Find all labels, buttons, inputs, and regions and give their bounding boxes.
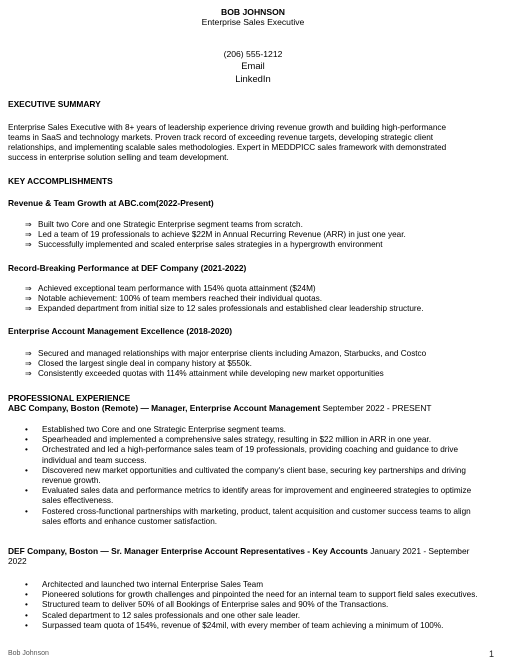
list-item: ⇒ Consistently exceeded quotas with 114% attainment while developing new market opportunities [25,369,384,379]
list-item: • Scaled department to 12 sales professionals and one other sale leader. [8,611,478,621]
arrow-icon: ⇒ [25,369,32,379]
accomplishment-group-title: Record-Breaking Performance at DEF Company (2021-2022) [8,263,247,273]
arrow-icon: ⇒ [25,304,32,314]
summary-line: success in enterprise solution selling and team development. [8,153,229,163]
linkedin-link[interactable]: LinkedIn [235,73,271,84]
list-item: ⇒ Notable achievement: 100% of team members reached their individual quotas. [25,294,322,304]
list-item: • Pioneered solutions for growth challenges and pinpointed the need for an internal team to support field sales executives. [8,590,478,600]
job-duties-list [8,580,478,631]
professional-experience-heading: PROFESSIONAL EXPERIENCE [8,393,131,403]
list-item: ⇒ Closed the largest single deal in company history at $550k. [25,359,252,369]
email-link[interactable]: Email [241,60,265,71]
list-item: ⇒ Secured and managed relationships with major enterprise clients including Amazon, Starbucks, and Costco [25,349,427,358]
summary-line: Enterprise Sales Executive with 8+ years of leadership experience driving revenue growth and building high-performance [8,123,447,132]
page-number: 1 [488,649,494,659]
candidate-title: Enterprise Sales Executive [201,17,305,27]
job-dates: September 2022 - PRESENT [320,403,432,413]
list-item: ⇒ Expanded department from initial size to 12 sales professionals and established clear leadership structure. [25,304,424,314]
accomplishment-group-title: Enterprise Account Management Excellence (2018-2020) [8,326,233,336]
job-dates: January 2021 - September 2022 [8,546,470,567]
arrow-icon: ⇒ [25,220,32,229]
list-item: ⇒ Successfully implemented and scaled enterprise sales strategies in a hypergrowth environment [25,240,383,250]
list-item: • Surpassed team quota of 154%, revenue of $24mil, with every member of team achieving a minimum of 100%. [8,621,478,631]
job-title-line [8,403,498,413]
list-item: ⇒ Led a team of 19 professionals to achieve $22M in Annual Recurring Revenue (ARR) in just one year. [25,230,406,240]
list-item: • Spearheaded and implemented a comprehensive sales strategy, resulting in $22 million in ARR in one year. [8,435,478,445]
accomplishment-group-title: Revenue & Team Growth at ABC.com(2022-Present) [8,198,214,208]
list-item: • Architected and launched two internal Enterprise Sales Team [8,580,478,590]
executive-summary-text [8,123,498,163]
job-title-line [8,546,470,567]
arrow-icon: ⇒ [25,349,32,358]
accomplishment-list [8,220,498,251]
arrow-icon: ⇒ [25,294,32,304]
arrow-icon: ⇒ [25,240,32,250]
arrow-icon: ⇒ [25,230,32,240]
summary-line: relationships, and implementing scalable sales methodologies. Expert in MEDDPICC sales framework with demonstrated [8,143,447,153]
footer-name: Bob Johnson [8,650,49,657]
candidate-name: BOB JOHNSON [221,7,285,17]
job-duties-list [8,425,478,527]
list-item: • Established two Core and one Strategic Enterprise segment teams. [8,425,478,435]
list-item: • Fostered cross-functional partnerships with marketing, product, talent acquisition and customer success teams to align sales efforts and enhance customer satisfaction. [8,507,478,527]
job-title: ABC Company, Boston (Remote) — Manager, Enterprise Account Management [8,403,321,413]
arrow-icon: ⇒ [25,284,32,293]
list-item: ⇒ Built two Core and one Strategic Enterprise segment teams from scratch. [25,220,303,229]
list-item: • Orchestrated and led a high-performance sales team of 19 professionals, providing coaching and guidance to drive individual and team success. [8,445,478,465]
job-title: DEF Company, Boston — Sr. Manager Enterprise Account Representatives - Key Accounts [8,546,368,556]
list-item: • Discovered new market opportunities and cultivated the company's client base, securing key partnerships and driving revenue growth. [8,466,478,486]
summary-line: teams in SaaS and technology markets. Proven track record of exceeding revenue targets, developing strategic client [8,133,434,143]
accomplishment-list [8,349,498,380]
phone-number: (206) 555-1212 [223,49,283,59]
accomplishment-list [8,284,498,315]
executive-summary-heading: EXECUTIVE SUMMARY [8,99,101,109]
list-item: • Structured team to deliver 50% of all Bookings of Enterprise sales and 90% of the Transactions. [8,600,478,610]
list-item: ⇒ Achieved exceptional team performance with 154% quota attainment ($24M) [25,284,316,293]
list-item: • Evaluated sales data and performance metrics to identify areas for improvement and engineered strategies to optimize sales effectiveness. [8,486,478,506]
arrow-icon: ⇒ [25,359,32,369]
key-accomplishments-heading: KEY ACCOMPLISHMENTS [8,176,113,186]
